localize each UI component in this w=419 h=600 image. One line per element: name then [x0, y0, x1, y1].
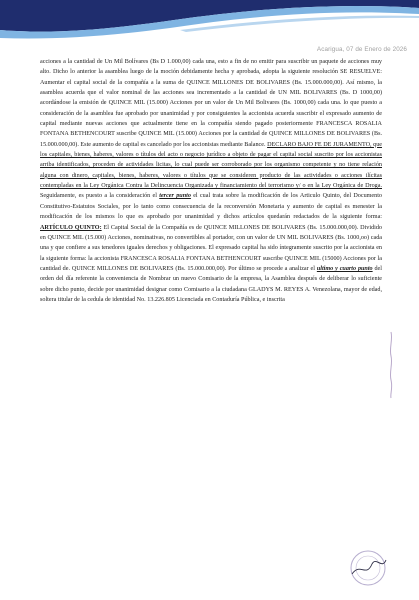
last-point-emphasis: ultimo y cuarto punto: [316, 265, 373, 272]
text-segment: el cual trata sobre la modificación de los Articulo Quinto, del Documento Constitutivo-Estatutos Sociales, por lo tanto como consecuencia de la reconversión Monetaria y aumento de capital es menester la modificación de los mismos lo que es aprobado por unanimidad y dichos artículos quedarán redactados de la siguiente forma:: [40, 193, 382, 221]
signature-stamp: [348, 548, 388, 588]
header-wave-graphic: [0, 0, 419, 46]
text-segment: El Capital Social de la Compañía es de QUINCE MILLONES DE BOLIVARES (Bs. 15.000.000,00). Dividido en QUINCE MIL (15.000) Acciones, nominativas, no convertibles al portador, con un valor de UN MIL BOLIVARES (Bs. 1000,oo) cada una y que confiere a sus tenedores iguales derechos y obligaciones. El expresado capital ha sido íntegramente suscrito por la accionista en la siguiente forma: la accionista FRANCESCA ROSALIA FONTANA BETHENCOURT suscribe QUINCE MIL (15000) Acciones por la cantidad de. QUINCE MILLONES DE BOLIVARES (Bs. 15.000.000,00). Por último se procede a analizar el: [40, 224, 382, 272]
text-segment: del orden del día referente la conveniencia de Nombrar un nuevo Comisario de la empresa, la Asamblea después de deliberar lo suficiente sobre dicho punto, decide por unanimidad designar como Comisario a la ciudadana GLADYS M. REYES A. Venezolana, mayor de edad, soltera titular de la cedula de identidad No. 13.226.805 Licenciada en Contaduría Pública, e inscrita: [40, 265, 382, 303]
text-segment: Seguidamente, es puesto a la consideración el: [40, 193, 160, 200]
margin-seal-stamp: [387, 330, 395, 400]
declaration-sworn-statement: DECLARO BAJO FE DE JURAMENTO, que los capitales, bienes, haberes, valores o títulos del acto o negocio jurídico a objeto de pagar el capital social suscrito por los accionistas arriba identificados, proceden de actividades licitas, lo cual puede ser corroborado por los organismo competente y no tiene relación alguna con dinero, capitales, bienes, haberes, valores o títulos que se consideren producto de las actividades o acciones ilícitas contempladas en la Ley Orgánica Contra la Delincuencia Organizada y financiamiento del terrorismo y/ o en la Ley Orgánica de Droga.: [40, 141, 382, 190]
document-paragraph: [40, 57, 382, 305]
header-banner: [0, 0, 419, 46]
article-fifth-heading: ARTÍCULO QUINTO:: [40, 224, 102, 231]
text-segment: acciones a la cantidad de Un Mil Bolívares (Bs D 1.000,00) cada una, esto a fin de no emitir para suscribir un paquete de acciones muy alto. Dicho lo anterior la asamblea luego de la moción debidamente hecha y aprobada, adopta la siguiente resolución SE RESUELVE: Aumentar el capital social de la compañía a la suma de QUINCE MILLONES DE BOLIVARES (Bs. 15.000.000,00). Así mismo, la asamblea acuerda que el valor nominal de las acciones sea incrementado a la cantidad de UN MIL BOLIVARES (Bs. D 1000,00) acordándose la emisión de QUINCE MIL (15.000) Acciones por un valor de Un Mil Bolivares (Bs. 1000,00) cada una. lo que puesto a consideración de la asamblea fue aprobado por unanimidad y por consiguientes la accionista acuerda suscribir el expresado aumento de capital mediante nuevas acciones que actualmente tiene en la compañía siendo pagado posteriormente FRANCESCA ROSALIA FONTANA BETHENCOURT suscribe QUINCE MIL (15.000) Acciones por la cantidad de QUINCE MILLONES DE BOLIVARES (Bs. 15.000.000,00). Este aumento de capital es cancelado por los accionistas mediante Balance.: [40, 59, 382, 148]
document-body: [40, 57, 382, 597]
document-date: Acarigua, 07 de Enero de 2026: [316, 46, 407, 53]
third-point-emphasis: tercer punto: [159, 193, 191, 200]
